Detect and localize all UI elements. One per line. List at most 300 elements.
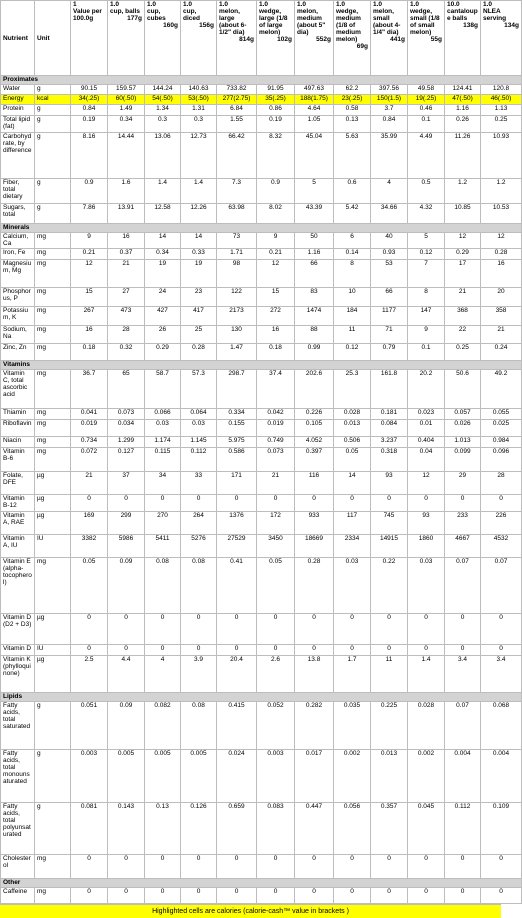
nutrient-value: 1376 xyxy=(217,511,257,534)
nutrient-name: Calcium, Ca xyxy=(1,232,35,249)
nutrient-value: 0.9 xyxy=(257,179,295,203)
nutrient-value: 0.984 xyxy=(481,437,522,448)
nutrient-name: Vitamin B-6 xyxy=(1,448,35,471)
nutrient-value: 169 xyxy=(71,511,108,534)
serving-weight: 55g xyxy=(430,36,442,43)
nutrient-value: 1.013 xyxy=(445,437,481,448)
nutrient-row xyxy=(1,85,522,95)
nutrient-value: 21 xyxy=(71,471,108,494)
nutrient-value: 9 xyxy=(257,232,295,249)
nutrient-value: 34(.25) xyxy=(71,95,108,105)
nutrient-value: 88 xyxy=(295,325,334,344)
nutrient-value: 0.112 xyxy=(181,448,217,471)
nutrient-unit: g xyxy=(35,749,71,802)
nutrient-value: 26 xyxy=(145,325,181,344)
nutrient-value: 0.07 xyxy=(445,558,481,613)
nutrient-row xyxy=(1,448,522,471)
nutrient-value: 0.096 xyxy=(481,448,522,471)
nutrient-value: 5.975 xyxy=(217,437,257,448)
nutrient-value: 0 xyxy=(295,855,334,879)
nutrient-value: 25 xyxy=(181,325,217,344)
nutrient-value: 0.052 xyxy=(257,702,295,750)
serving-header xyxy=(217,1,257,76)
nutrient-value: 0.09 xyxy=(108,702,145,750)
nutrient-value: 0 xyxy=(181,613,217,644)
nutrient-name: Fatty acids, total polyunsaturated xyxy=(1,802,35,854)
nutrient-value: 13.8 xyxy=(295,655,334,693)
nutrient-value: 1.71 xyxy=(217,249,257,260)
nutrient-value: 0.659 xyxy=(217,802,257,854)
nutrient-value: 8.32 xyxy=(257,132,295,179)
nutrient-value: 66 xyxy=(371,287,408,306)
nutrient-value: 21 xyxy=(481,325,522,344)
nutrient-value: 0.33 xyxy=(181,249,217,260)
nutrient-value: 5.42 xyxy=(334,203,371,223)
nutrient-value: 0 xyxy=(295,613,334,644)
nutrient-row xyxy=(1,203,522,223)
nutrient-value: 45.04 xyxy=(295,132,334,179)
nutrient-value: 28 xyxy=(481,471,522,494)
nutrient-value: 0.002 xyxy=(408,749,445,802)
nutrient-value: 3450 xyxy=(257,534,295,557)
nutrient-value: 0.05 xyxy=(257,558,295,613)
nutrient-value: 16 xyxy=(481,260,522,288)
nutrient-value: 0.334 xyxy=(217,408,257,419)
serving-header xyxy=(257,1,295,76)
nutrient-name: Fiber, total dietary xyxy=(1,179,35,203)
nutrient-value: 0.055 xyxy=(481,408,522,419)
nutrient-value: 0.34 xyxy=(108,116,145,133)
nutrient-value: 150(1.5) xyxy=(371,95,408,105)
serving-weight: 552g xyxy=(316,36,331,43)
nutrient-value: 0.004 xyxy=(445,749,481,802)
serving-header xyxy=(445,1,481,76)
nutrient-row xyxy=(1,287,522,306)
nutrient-value: 65 xyxy=(108,369,145,408)
nutrient-value: 4.32 xyxy=(408,203,445,223)
nutrient-name: Vitamin A, IU xyxy=(1,534,35,557)
nutrient-value: 71 xyxy=(371,325,408,344)
nutrient-value: 0.05 xyxy=(71,558,108,613)
nutrient-value: 0 xyxy=(371,613,408,644)
nutrient-value: 3.7 xyxy=(371,105,408,116)
nutrient-value: 10.53 xyxy=(481,203,522,223)
nutrient-value: 25.3 xyxy=(334,369,371,408)
nutrient-value: 1.4 xyxy=(408,655,445,693)
nutrient-value: 270 xyxy=(145,511,181,534)
nutrient-value: 226 xyxy=(481,511,522,534)
nutrient-name: Fatty acids, total monounsaturated xyxy=(1,749,35,802)
nutrient-value: 35.99 xyxy=(371,132,408,179)
nutrient-value: 140.63 xyxy=(181,85,217,95)
section-header xyxy=(1,360,522,369)
nutrient-value: 0.84 xyxy=(71,105,108,116)
nutrient-value: 0.023 xyxy=(408,408,445,419)
nutrient-value: 0.13 xyxy=(334,116,371,133)
nutrient-value: 1.34 xyxy=(145,105,181,116)
nutrient-value: 0.22 xyxy=(371,558,408,613)
nutrient-value: 1.16 xyxy=(445,105,481,116)
serving-weight: 156g xyxy=(199,22,214,29)
nutrient-value: 0 xyxy=(145,495,181,512)
nutrient-row xyxy=(1,655,522,693)
nutrient-value: 3.4 xyxy=(481,655,522,693)
nutrient-value: 73 xyxy=(217,232,257,249)
nutrient-name: Sodium, Na xyxy=(1,325,35,344)
nutrient-value: 18669 xyxy=(295,534,334,557)
header-row xyxy=(1,1,522,76)
nutrient-row xyxy=(1,249,522,260)
nutrient-row xyxy=(1,232,522,249)
nutrient-value: 1.145 xyxy=(181,437,217,448)
nutrient-value: 745 xyxy=(371,511,408,534)
nutrient-value: 0 xyxy=(371,644,408,655)
nutrient-value: 116 xyxy=(295,471,334,494)
nutrient-value: 8 xyxy=(408,287,445,306)
nutrient-value: 16 xyxy=(257,325,295,344)
nutrient-value: 4532 xyxy=(481,534,522,557)
nutrient-value: 397.56 xyxy=(371,85,408,95)
nutrient-value: 47(.50) xyxy=(445,95,481,105)
nutrient-value: 0.397 xyxy=(295,448,334,471)
nutrient-value: 2334 xyxy=(334,534,371,557)
serving-amount: 1.0 xyxy=(183,1,193,8)
nutrient-value: 12 xyxy=(481,232,522,249)
nutrient-value: 0.586 xyxy=(217,448,257,471)
nutrient-value: 0.5 xyxy=(408,179,445,203)
nutrient-value: 0.026 xyxy=(445,419,481,437)
nutrient-value: 1.7 xyxy=(334,655,371,693)
nutrient-value: 0 xyxy=(145,888,181,904)
nutrient-value: 0.46 xyxy=(408,105,445,116)
nutrient-value: 5.63 xyxy=(334,132,371,179)
nutrient-value: 299 xyxy=(108,511,145,534)
nutrient-name: Vitamin B-12 xyxy=(1,495,35,512)
nutrient-value: 60(.50) xyxy=(108,95,145,105)
nutrient-unit: µg xyxy=(35,495,71,512)
nutrient-value: 0.28 xyxy=(481,249,522,260)
nutrient-value: 0 xyxy=(217,495,257,512)
nutrient-value: 0.051 xyxy=(71,702,108,750)
nutrient-value: 0.28 xyxy=(181,344,217,361)
nutrient-value: 23(.25) xyxy=(334,95,371,105)
nutrient-name: Magnesium, Mg xyxy=(1,260,35,288)
nutrient-row xyxy=(1,325,522,344)
nutrient-value: 0.25 xyxy=(445,344,481,361)
nutrient-value: 20 xyxy=(481,287,522,306)
nutrient-value: 1.55 xyxy=(217,116,257,133)
nutrient-value: 22 xyxy=(445,325,481,344)
nutrient-name: Total lipid (fat) xyxy=(1,116,35,133)
nutrient-value: 0 xyxy=(71,495,108,512)
nutrient-value: 202.6 xyxy=(295,369,334,408)
nutrient-value: 0.045 xyxy=(408,802,445,854)
nutrient-value: 17 xyxy=(445,260,481,288)
nutrient-row xyxy=(1,260,522,288)
nutrient-name: Phosphorus, P xyxy=(1,287,35,306)
nutrient-value: 0.028 xyxy=(408,702,445,750)
nutrient-value: 4.052 xyxy=(295,437,334,448)
nutrient-value: 0.181 xyxy=(371,408,408,419)
serving-amount: 1.0 xyxy=(110,1,120,8)
nutrient-value: 12.26 xyxy=(181,203,217,223)
nutrient-unit: mg xyxy=(35,855,71,879)
nutrient-row xyxy=(1,558,522,613)
nutrient-value: 0.225 xyxy=(371,702,408,750)
nutrient-value: 0.005 xyxy=(145,749,181,802)
nutrient-value: 58.7 xyxy=(145,369,181,408)
serving-desc: cup, diced xyxy=(183,8,200,22)
nutrient-value: 0.1 xyxy=(408,116,445,133)
nutrient-value: 0 xyxy=(257,644,295,655)
nutrient-value: 0.08 xyxy=(181,558,217,613)
nutrient-value: 3.9 xyxy=(181,655,217,693)
nutrient-value: 0 xyxy=(408,644,445,655)
nutrient-value: 62.2 xyxy=(334,85,371,95)
nutrient-value: 1474 xyxy=(295,306,334,325)
nutrient-value: 12 xyxy=(257,260,295,288)
nutrient-value: 4.4 xyxy=(108,655,145,693)
nutrient-value: 1.6 xyxy=(108,179,145,203)
nutrient-name: Fatty acids, total saturated xyxy=(1,702,35,750)
nutrient-value: 122 xyxy=(217,287,257,306)
serving-amount: 1.0 xyxy=(483,1,493,8)
nutrient-value: 11 xyxy=(371,655,408,693)
nutrient-name: Protein xyxy=(1,105,35,116)
nutrient-value: 0.004 xyxy=(481,749,522,802)
nutrient-value: 0 xyxy=(445,495,481,512)
nutrient-unit: mg xyxy=(35,344,71,361)
nutrient-value: 0.14 xyxy=(334,249,371,260)
nutrient-value: 147 xyxy=(408,306,445,325)
nutrient-value: 10.93 xyxy=(481,132,522,179)
nutrient-unit: mg xyxy=(35,369,71,408)
nutrient-value: 358 xyxy=(481,306,522,325)
serving-weight: 177g xyxy=(127,15,142,22)
nutrient-name: Vitamin D (D2 + D3) xyxy=(1,613,35,644)
serving-desc: Value per 100.0g xyxy=(73,8,102,22)
nutrient-value: 0.003 xyxy=(71,749,108,802)
nutrient-value: 1.4 xyxy=(145,179,181,203)
nutrient-unit: µg xyxy=(35,613,71,644)
nutrient-value: 0.19 xyxy=(71,116,108,133)
serving-weight: 441g xyxy=(390,36,405,43)
nutrient-unit: mg xyxy=(35,325,71,344)
nutrient-unit: IU xyxy=(35,534,71,557)
nutrient-value: 0.07 xyxy=(481,558,522,613)
nutrient-value: 14.44 xyxy=(108,132,145,179)
nutrient-value: 0.084 xyxy=(371,419,408,437)
section-header xyxy=(1,223,522,232)
nutrient-value: 0.005 xyxy=(108,749,145,802)
nutrient-value: 0.08 xyxy=(181,702,217,750)
nutrient-value: 0 xyxy=(145,613,181,644)
nutrient-row xyxy=(1,802,522,854)
nutrient-value: 0 xyxy=(334,613,371,644)
nutrient-name: Niacin xyxy=(1,437,35,448)
nutrient-value: 49.2 xyxy=(481,369,522,408)
nutrient-value: 0 xyxy=(334,855,371,879)
nutrient-value: 53 xyxy=(371,260,408,288)
nutrient-unit: mg xyxy=(35,260,71,288)
nutrient-value: 0 xyxy=(371,855,408,879)
nutrient-value: 0.056 xyxy=(334,802,371,854)
nutrient-value: 117 xyxy=(334,511,371,534)
nutrient-value: 93 xyxy=(371,471,408,494)
nutrient-value: 0.112 xyxy=(445,802,481,854)
nutrient-value: 2.5 xyxy=(71,655,108,693)
nutrient-value: 172 xyxy=(257,511,295,534)
nutrient-value: 0 xyxy=(257,495,295,512)
nutrient-value: 0.37 xyxy=(108,249,145,260)
nutrient-value: 264 xyxy=(181,511,217,534)
nutrient-value: 473 xyxy=(108,306,145,325)
serving-amount: 1.0 xyxy=(373,1,383,8)
nutrient-value: 0.019 xyxy=(71,419,108,437)
section-title: Other xyxy=(1,879,522,888)
nutrient-row xyxy=(1,408,522,419)
nutrient-value: 267 xyxy=(71,306,108,325)
nutrient-value: 0 xyxy=(408,888,445,904)
nutrient-value: 1.174 xyxy=(145,437,181,448)
nutrient-value: 0.93 xyxy=(371,249,408,260)
nutrient-value: 0.127 xyxy=(108,448,145,471)
nutrient-value: 4 xyxy=(371,179,408,203)
nutrient-value: 0 xyxy=(481,613,522,644)
nutrient-name: Riboflavin xyxy=(1,419,35,437)
nutrient-unit: g xyxy=(35,702,71,750)
nutrient-value: 0.447 xyxy=(295,802,334,854)
nutrient-value: 0 xyxy=(217,644,257,655)
serving-amount: 1 xyxy=(73,1,77,8)
nutrient-value: 16 xyxy=(71,325,108,344)
nutrient-value: 37 xyxy=(108,471,145,494)
nutrient-value: 12.58 xyxy=(145,203,181,223)
nutrient-row xyxy=(1,105,522,116)
serving-weight: 134g xyxy=(504,22,519,29)
nutrient-header: Nutrient xyxy=(1,1,35,76)
nutrient-unit: g xyxy=(35,802,71,854)
nutrient-value: 0 xyxy=(481,644,522,655)
nutrient-value: 0 xyxy=(371,888,408,904)
nutrient-value: 0.12 xyxy=(334,344,371,361)
nutrient-value: 0 xyxy=(445,644,481,655)
serving-header xyxy=(334,1,371,76)
nutrient-unit: g xyxy=(35,179,71,203)
nutrient-value: 0 xyxy=(71,855,108,879)
nutrient-value: 16 xyxy=(108,232,145,249)
nutrient-name: Caffeine xyxy=(1,888,35,904)
nutrient-value: 11 xyxy=(334,325,371,344)
nutrient-value: 0 xyxy=(108,644,145,655)
nutrient-unit: g xyxy=(35,132,71,179)
nutrient-value: 1.16 xyxy=(295,249,334,260)
nutrient-value: 0 xyxy=(145,644,181,655)
nutrient-value: 8.16 xyxy=(71,132,108,179)
nutrient-name: Vitamin C, total ascorbic acid xyxy=(1,369,35,408)
nutrient-value: 1.05 xyxy=(295,116,334,133)
nutrient-value: 0.068 xyxy=(481,702,522,750)
nutrient-value: 28 xyxy=(108,325,145,344)
nutrient-row xyxy=(1,437,522,448)
nutrient-row xyxy=(1,306,522,325)
nutrient-value: 0.034 xyxy=(108,419,145,437)
nutrient-value: 0.024 xyxy=(217,749,257,802)
nutrient-unit: g xyxy=(35,105,71,116)
nutrient-value: 3.4 xyxy=(445,655,481,693)
nutrient-value: 5986 xyxy=(108,534,145,557)
nutrient-value: 184 xyxy=(334,306,371,325)
nutrient-value: 0 xyxy=(181,855,217,879)
nutrient-value: 0 xyxy=(257,888,295,904)
nutrient-name: Sugars, total xyxy=(1,203,35,223)
nutrient-value: 20.2 xyxy=(408,369,445,408)
serving-desc: wedge, large (1/8 of large melon) xyxy=(259,8,288,36)
nutrient-value: 0.082 xyxy=(145,702,181,750)
nutrient-value: 0 xyxy=(257,613,295,644)
nutrient-value: 0 xyxy=(181,888,217,904)
nutrient-value: 0.28 xyxy=(295,558,334,613)
nutrient-name: Iron, Fe xyxy=(1,249,35,260)
nutrient-value: 0.29 xyxy=(145,344,181,361)
nutrient-value: 24 xyxy=(145,287,181,306)
nutrient-value: 124.41 xyxy=(445,85,481,95)
nutrient-value: 0 xyxy=(181,495,217,512)
nutrient-value: 0 xyxy=(481,888,522,904)
nutrient-value: 50.6 xyxy=(445,369,481,408)
nutrient-value: 0.057 xyxy=(445,408,481,419)
nutrient-row xyxy=(1,749,522,802)
nutrient-name: Cholesterol xyxy=(1,855,35,879)
nutrient-value: 12 xyxy=(445,232,481,249)
nutrient-value: 0.318 xyxy=(371,448,408,471)
nutrient-value: 12 xyxy=(408,471,445,494)
nutrient-unit: mg xyxy=(35,408,71,419)
nutrient-value: 0.019 xyxy=(257,419,295,437)
nutrient-value: 0.21 xyxy=(71,249,108,260)
serving-desc: cantaloupe balls xyxy=(447,8,478,22)
serving-desc: melon, large (about 6-1/2" dia) xyxy=(219,8,247,36)
nutrient-value: 14 xyxy=(145,232,181,249)
nutrient-value: 0.506 xyxy=(334,437,371,448)
nutrient-value: 0.143 xyxy=(108,802,145,854)
nutrient-value: 14 xyxy=(181,232,217,249)
nutrient-value: 23 xyxy=(181,287,217,306)
nutrient-value: 0.1 xyxy=(408,344,445,361)
nutrient-value: 34 xyxy=(145,471,181,494)
nutrient-value: 0.126 xyxy=(181,802,217,854)
nutrient-value: 0.041 xyxy=(71,408,108,419)
nutrient-value: 37.4 xyxy=(257,369,295,408)
nutrient-unit: IU xyxy=(35,644,71,655)
nutrient-value: 0.58 xyxy=(334,105,371,116)
nutrient-unit: g xyxy=(35,116,71,133)
nutrient-value: 19 xyxy=(181,260,217,288)
section-title: Proximates xyxy=(1,76,522,85)
nutrient-value: 0.9 xyxy=(71,179,108,203)
nutrient-value: 0.028 xyxy=(334,408,371,419)
nutrient-value: 171 xyxy=(217,471,257,494)
nutrient-name: Energy xyxy=(1,95,35,105)
nutrient-unit: µg xyxy=(35,471,71,494)
nutrient-row xyxy=(1,511,522,534)
nutrient-name: Zinc, Zn xyxy=(1,344,35,361)
nutrient-value: 159.57 xyxy=(108,85,145,95)
nutrient-value: 2.6 xyxy=(257,655,295,693)
nutrient-value: 15 xyxy=(257,287,295,306)
nutrient-value: 0 xyxy=(408,855,445,879)
nutrient-value: 10.85 xyxy=(445,203,481,223)
